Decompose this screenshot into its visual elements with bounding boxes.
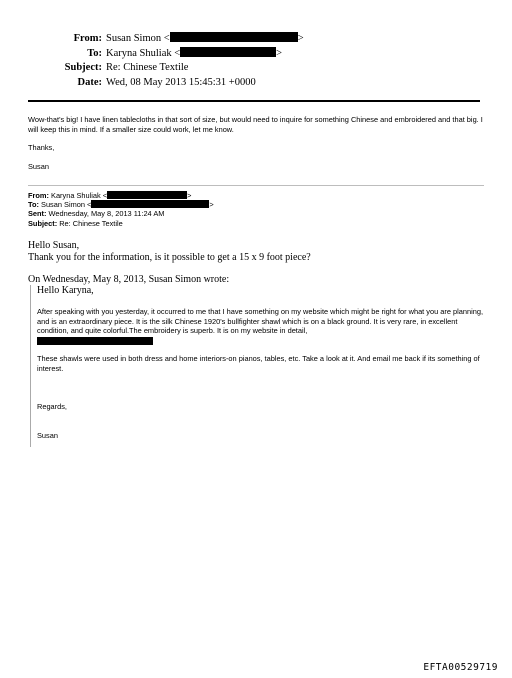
redaction-bar: [180, 47, 276, 57]
header-to-value: Karyna Shuliak <: [106, 47, 181, 59]
header-date-row: [20, 76, 304, 91]
quoted-signature: Susan: [37, 431, 58, 440]
fwd-bracket: >: [187, 191, 192, 200]
quoted-paragraph-1-text: After speaking with you yesterday, it occurred to me that I have something on my website which might be right for what you are planning, and is an extraordinary piece. It is the silk Chinese 1920's bullfighter shawl which is on a black ground. It is very rare, in excellent condition, and quite colorful.The embroidery is superb. It is on my website in detail,: [37, 307, 483, 336]
header-from-row: [20, 32, 304, 47]
quoted-paragraph-1: [37, 307, 483, 346]
redaction-bar: [107, 191, 187, 199]
fwd-to-value: Susan Simon <: [41, 200, 92, 210]
fwd-from-label: From:: [28, 191, 49, 200]
redaction-bar: [170, 32, 298, 42]
fwd-bracket: >: [209, 200, 214, 210]
fwd-from-row: [28, 191, 214, 200]
document-id: EFTA00529719: [423, 662, 498, 673]
quoted-greeting: Hello Karyna,: [37, 285, 94, 296]
fwd-to-label: To:: [28, 200, 39, 210]
redaction-bar: [37, 337, 153, 345]
header-subject-value: Re: Chinese Textile: [106, 62, 189, 74]
header-bracket: >: [276, 47, 283, 59]
email-header: [20, 32, 304, 90]
header-bracket: >: [297, 33, 304, 44]
fwd-subject-value: Re: Chinese Textile: [59, 218, 123, 228]
reply-body: Wow-that's big! I have linen tablecloths in that sort of size, but would need to inquire for something Chinese and embroidered and that big. I will keep this in mind. If a smaller size could work, let me know.: [28, 115, 483, 134]
fwd-from-value: Karyna Shuliak <: [51, 191, 108, 200]
fwd-sent-row: [28, 209, 214, 218]
quoted-paragraph-2: These shawls were used in both dress and home interiors-on pianos, tables, etc. Take a look at it. And email me back if its something of interest.: [37, 354, 480, 373]
header-subject-label: Subject:: [64, 62, 102, 74]
header-from-label: From:: [73, 33, 102, 44]
header-to-label: To:: [87, 47, 102, 59]
header-from-value: Susan Simon <: [106, 33, 170, 44]
header-to-row: [20, 47, 304, 62]
header-subject-row: [20, 61, 304, 76]
forwarded-divider: [28, 185, 484, 186]
redaction-bar: [91, 200, 209, 208]
fwd-sent-value: Wednesday, May 8, 2013 11:24 AM: [48, 209, 165, 219]
reply-thanks: Thanks,: [28, 143, 55, 152]
header-divider: [28, 100, 480, 102]
fwd-subject-row: [28, 219, 214, 228]
reply-signature: Susan: [28, 162, 49, 171]
fwd-body: Thank you for the information, is it possible to get a 15 x 9 foot piece?: [28, 252, 311, 263]
fwd-sent-label: Sent:: [28, 209, 47, 219]
fwd-to-row: [28, 200, 214, 209]
fwd-greeting: Hello Susan,: [28, 240, 80, 251]
forwarded-header: [28, 191, 214, 228]
quoted-message: [30, 285, 487, 447]
header-date-value: Wed, 08 May 2013 15:45:31 +0000: [106, 76, 256, 88]
fwd-subject-label: Subject:: [28, 218, 58, 228]
quote-intro: On Wednesday, May 8, 2013, Susan Simon wrote:: [28, 274, 230, 285]
quoted-regards: Regards,: [37, 402, 67, 411]
header-date-label: Date:: [77, 76, 102, 88]
